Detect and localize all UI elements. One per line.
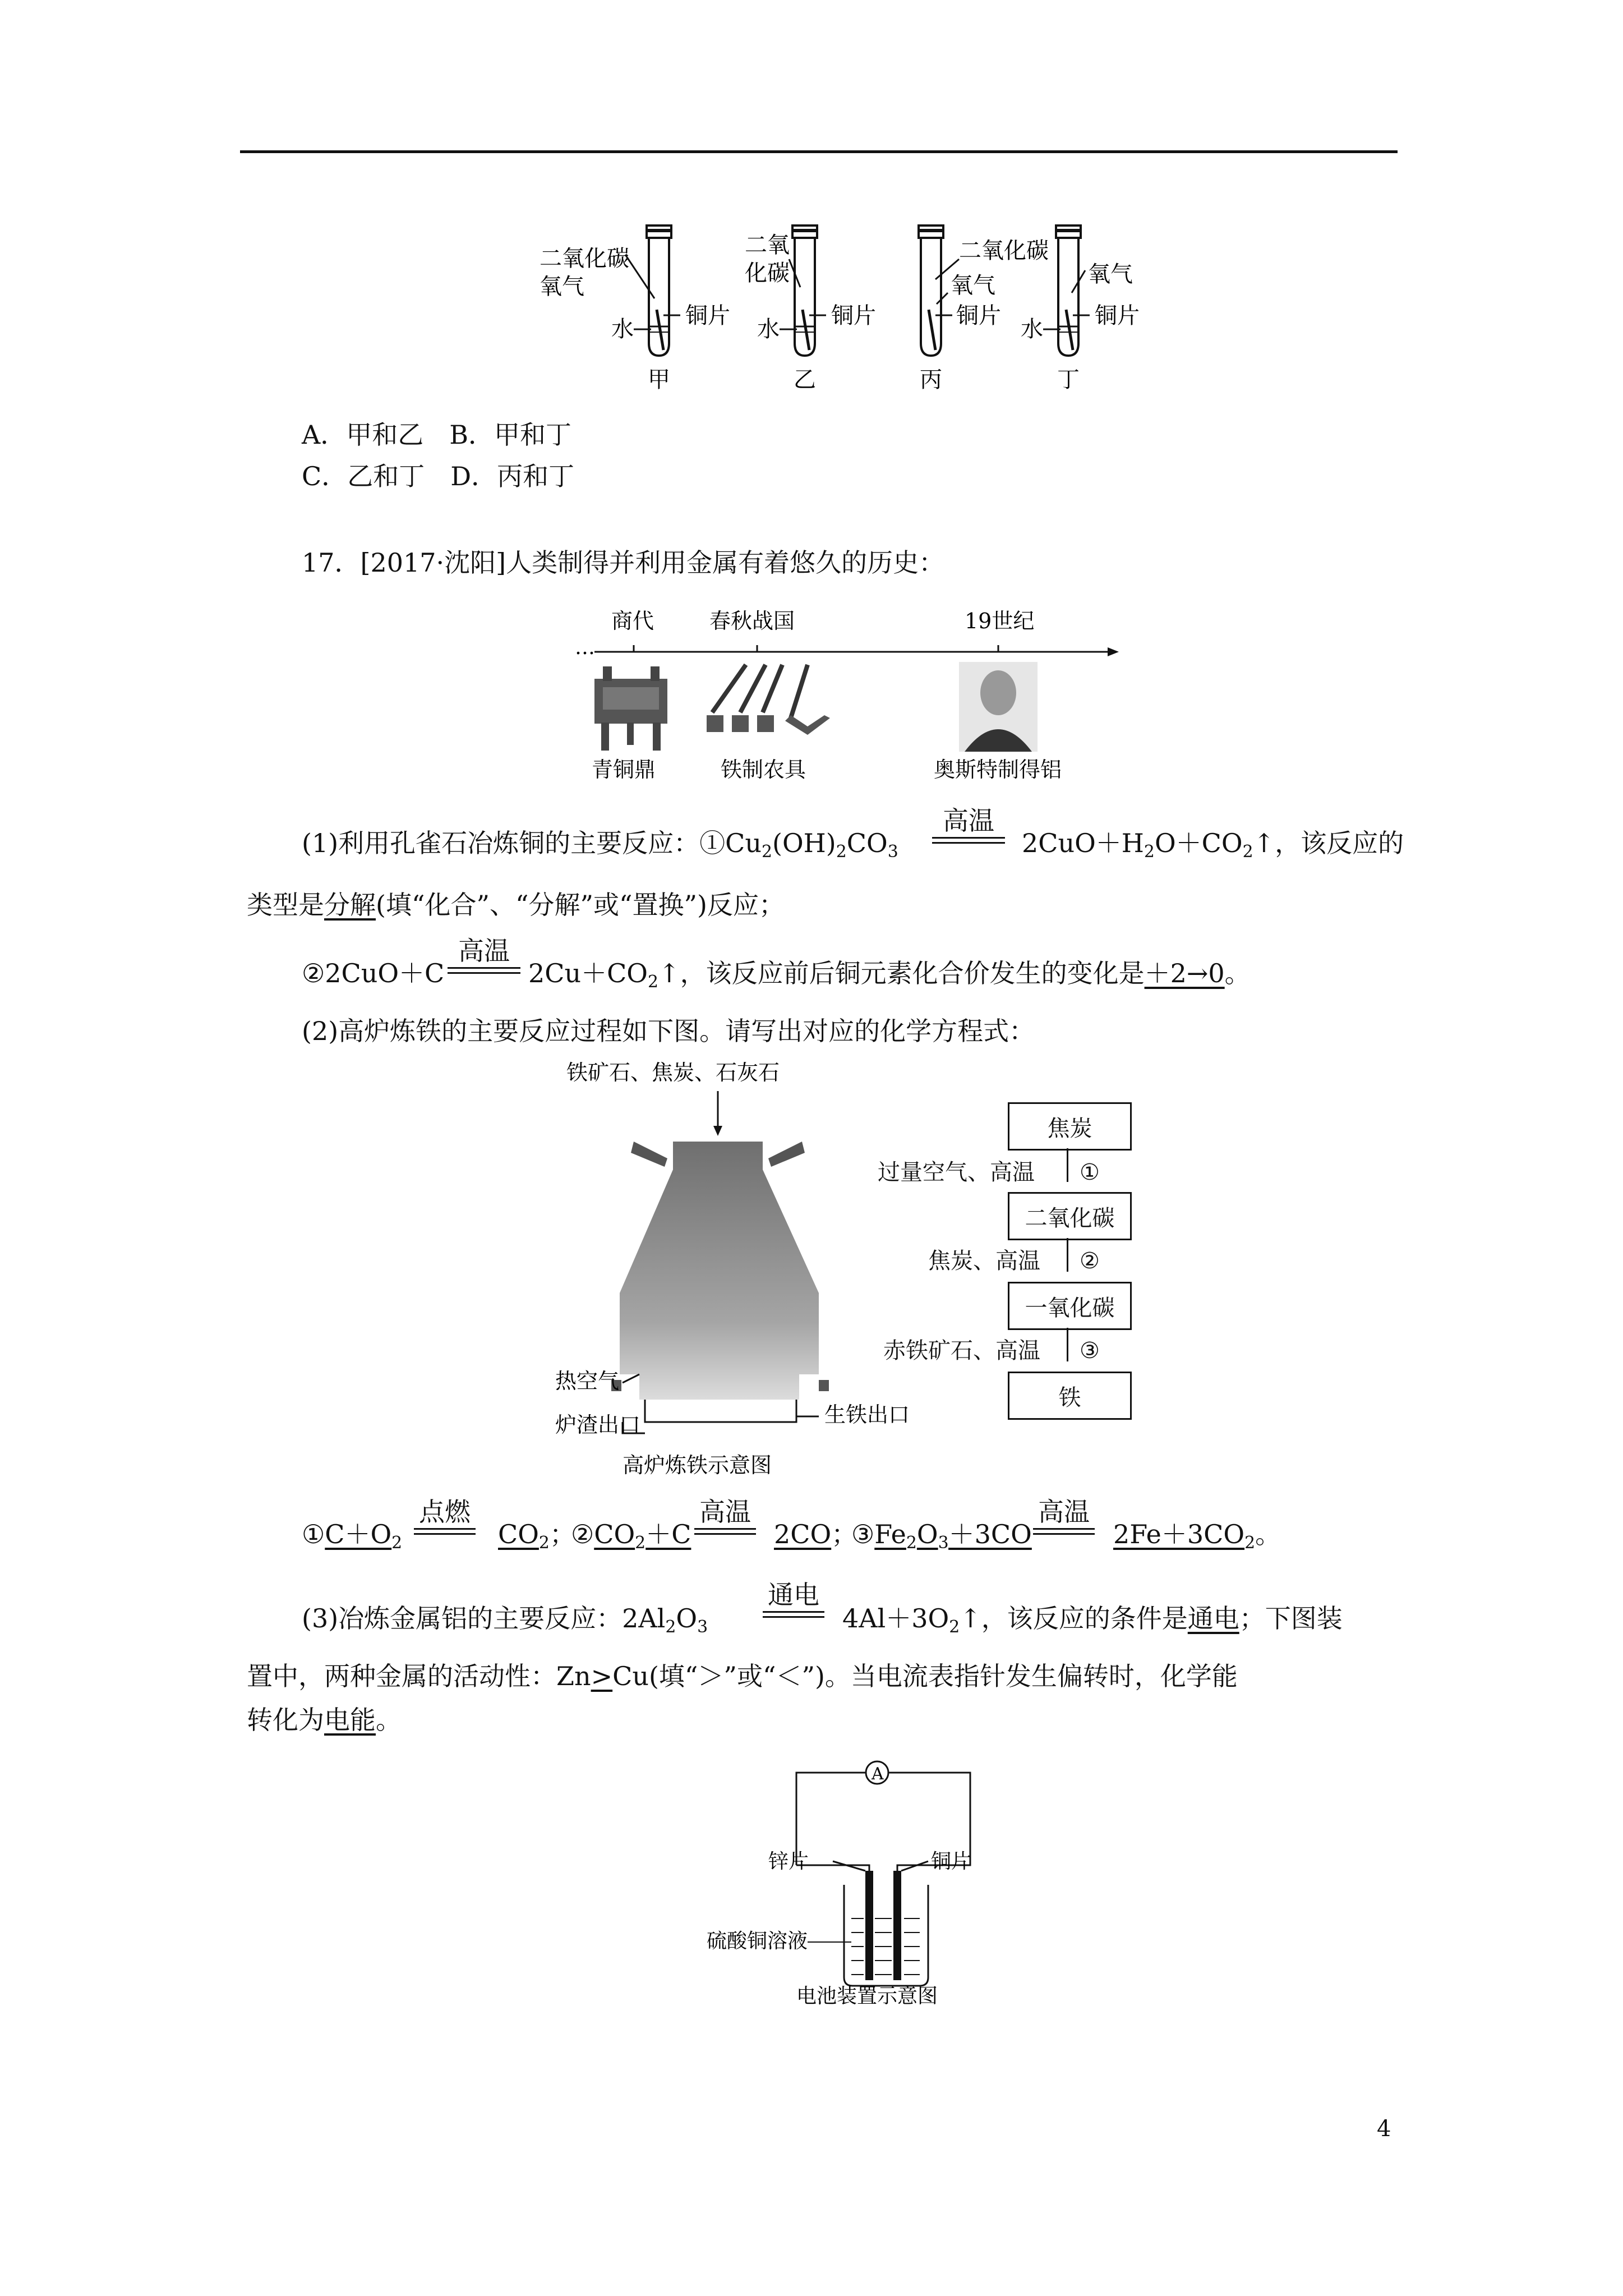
tube-yi-water-label: 水 bbox=[757, 316, 780, 342]
p1-line1-b: $2CuO+H_2O+CO_2↑$，该反应的 bbox=[1022, 828, 1404, 862]
p3-answer-activity: > bbox=[591, 1661, 613, 1691]
battery-caption: 电池装置示意图 bbox=[796, 1985, 938, 2008]
flow-step-1: ① bbox=[1080, 1159, 1100, 1185]
iron-outlet-label: 生铁出口 bbox=[824, 1402, 910, 1427]
tube-ding-cu-label: 铜片 bbox=[1095, 303, 1140, 329]
timeline-era-chunqiu: 春秋战国 bbox=[709, 609, 795, 633]
flow-arrow-1 bbox=[1067, 1148, 1068, 1182]
tube-jia-co2-label: 二氧化碳 bbox=[540, 246, 629, 272]
blast-furnace-figure bbox=[555, 1057, 914, 1484]
flow-cond-3: 赤铁矿石、高温 bbox=[883, 1338, 1040, 1364]
timeline-caption-oersted: 奥斯特制得铝 bbox=[934, 757, 1062, 782]
p2-eq2-b: 2CO； bbox=[774, 1519, 857, 1549]
tube-jia-name: 甲 bbox=[648, 367, 670, 393]
timeline-caption-ding: 青铜鼎 bbox=[592, 757, 656, 782]
oersted-portrait-image bbox=[959, 662, 1038, 752]
flow-arrow-3 bbox=[1067, 1328, 1068, 1361]
tube-ding-o2-label: 氧气 bbox=[1088, 261, 1133, 287]
p2-lead: (2)高炉炼铁的主要反应过程如下图。请写出对应的化学方程式： bbox=[302, 1016, 1035, 1046]
p1-cond-gaowen: 高温 bbox=[932, 808, 1005, 844]
test-tubes-figure bbox=[527, 219, 1155, 398]
zinc-label: 锌片 bbox=[768, 1850, 809, 1873]
flow-cond-1: 过量空气、高温 bbox=[878, 1159, 1035, 1185]
tube-ding-water-label: 水 bbox=[1021, 316, 1043, 342]
p1-line1-a: (1)利用孔雀石冶炼铜的主要反应：$①Cu_2(OH)_2CO_3$ bbox=[302, 828, 898, 862]
tube-ding bbox=[1043, 226, 1090, 356]
tube-bing-cu-label: 铜片 bbox=[956, 303, 1001, 329]
q16-options-line1: A．甲和乙 B．甲和丁 bbox=[302, 420, 572, 450]
p3-line2: 置中，两种金属的活动性：Zn>Cu(填“＞”或“＜”)。当电流表指针发生偏转时，化学能 bbox=[247, 1661, 1238, 1691]
flow-box-co: 一氧化碳 bbox=[1008, 1282, 1132, 1330]
tube-jia-cu-label: 铜片 bbox=[685, 303, 730, 329]
flow-box-iron: 铁 bbox=[1008, 1372, 1132, 1420]
tube-jia-water-label: 水 bbox=[611, 316, 634, 342]
flow-box-co2: 二氧化碳 bbox=[1008, 1192, 1132, 1240]
p3-line3: 转化为电能。 bbox=[247, 1705, 402, 1735]
furnace-caption: 高炉炼铁示意图 bbox=[623, 1453, 772, 1478]
p3-cond-tongdian: 通电 bbox=[763, 1582, 824, 1618]
tube-bing-co2-label: 二氧化碳 bbox=[959, 238, 1049, 264]
timeline-figure bbox=[572, 600, 1127, 785]
tube-yi-cu-label: 铜片 bbox=[831, 303, 876, 329]
flow-arrow-2 bbox=[1067, 1238, 1068, 1272]
p1-cond-gaowen-2: 高温 bbox=[448, 938, 520, 974]
battery-figure bbox=[707, 1750, 1043, 2008]
p3-line1-a: (3)冶炼金属铝的主要反应：$2Al_2O_3$ bbox=[302, 1603, 708, 1637]
tube-yi-co2-label-a: 二氧 bbox=[745, 232, 790, 258]
tube-ding-name: 丁 bbox=[1057, 367, 1080, 393]
flow-cond-2: 焦炭、高温 bbox=[928, 1248, 1040, 1274]
header-rule bbox=[240, 150, 1398, 153]
tube-jia-o2-label: 氧气 bbox=[540, 274, 584, 300]
q16-options-line2: C．乙和丁 D．丙和丁 bbox=[302, 461, 575, 491]
p3-answer-energy: 电能 bbox=[324, 1705, 376, 1735]
flow-step-3: ③ bbox=[1080, 1338, 1100, 1364]
p1-answer-fenjie: 分解 bbox=[324, 890, 376, 920]
p1-line3-b: $2Cu+CO_2↑$，该反应前后铜元素化合价发生的变化是＋2→0。 bbox=[528, 958, 1251, 992]
p2-eq3-a: $③Fe_2O_3+3CO$ bbox=[851, 1519, 1032, 1553]
p1-answer-valence: ＋2→0 bbox=[1144, 958, 1225, 988]
p3-answer-condition: 通电 bbox=[1187, 1603, 1239, 1634]
p1-line3-a: ②2CuO＋C bbox=[302, 958, 445, 988]
page-number: 4 bbox=[1377, 2116, 1391, 2142]
p1-line2: 类型是分解(填“化合”、“分解”或“置换”)反应； bbox=[247, 890, 785, 920]
tube-yi-name: 乙 bbox=[794, 367, 816, 393]
ammeter-label: A bbox=[872, 1764, 884, 1784]
p3-line1-b: $4Al+3O_2↑$，该反应的条件是通电；下图装 bbox=[842, 1603, 1343, 1637]
timeline-era-shang: 商代 bbox=[611, 609, 654, 633]
timeline-dots: … bbox=[575, 636, 595, 659]
flow-box-coke: 焦炭 bbox=[1008, 1102, 1132, 1151]
bronze-ding-image bbox=[594, 666, 667, 751]
solution-label: 硫酸铜溶液 bbox=[707, 1930, 808, 1953]
timeline-caption-tools: 铁制农具 bbox=[721, 757, 806, 782]
p2-eq1-a: $①C+O_2$ bbox=[302, 1519, 403, 1553]
iron-tools-image bbox=[712, 665, 808, 718]
p2-eq1-b: $CO_2$； bbox=[498, 1519, 575, 1553]
copper-label: 铜片 bbox=[931, 1850, 972, 1873]
tube-bing-name: 丙 bbox=[920, 367, 942, 393]
tube-yi-co2-label-b: 化碳 bbox=[745, 260, 790, 286]
p2-eq2-cond: 高温 bbox=[694, 1499, 756, 1535]
p2-eq1-cond: 点燃 bbox=[414, 1499, 476, 1535]
timeline-era-19c: 19世纪 bbox=[965, 609, 1035, 633]
slag-outlet-label: 炉渣出口 bbox=[555, 1412, 641, 1437]
tube-bing-o2-label: 氧气 bbox=[951, 273, 995, 298]
flow-step-2: ② bbox=[1080, 1248, 1100, 1274]
q17-intro: 17．[2017·沈阳]人类制得并利用金属有着悠久的历史： bbox=[302, 547, 945, 578]
furnace-top-label: 铁矿石、焦炭、石灰石 bbox=[566, 1060, 780, 1085]
p2-eq3-b: $2Fe+3CO_2$。 bbox=[1113, 1519, 1281, 1553]
iron-tools-heads bbox=[707, 715, 830, 735]
hot-air-label: 热空气 bbox=[555, 1369, 620, 1393]
p2-eq3-cond: 高温 bbox=[1033, 1499, 1095, 1535]
p2-eq2-a: $②CO_2+C$ bbox=[571, 1519, 691, 1553]
